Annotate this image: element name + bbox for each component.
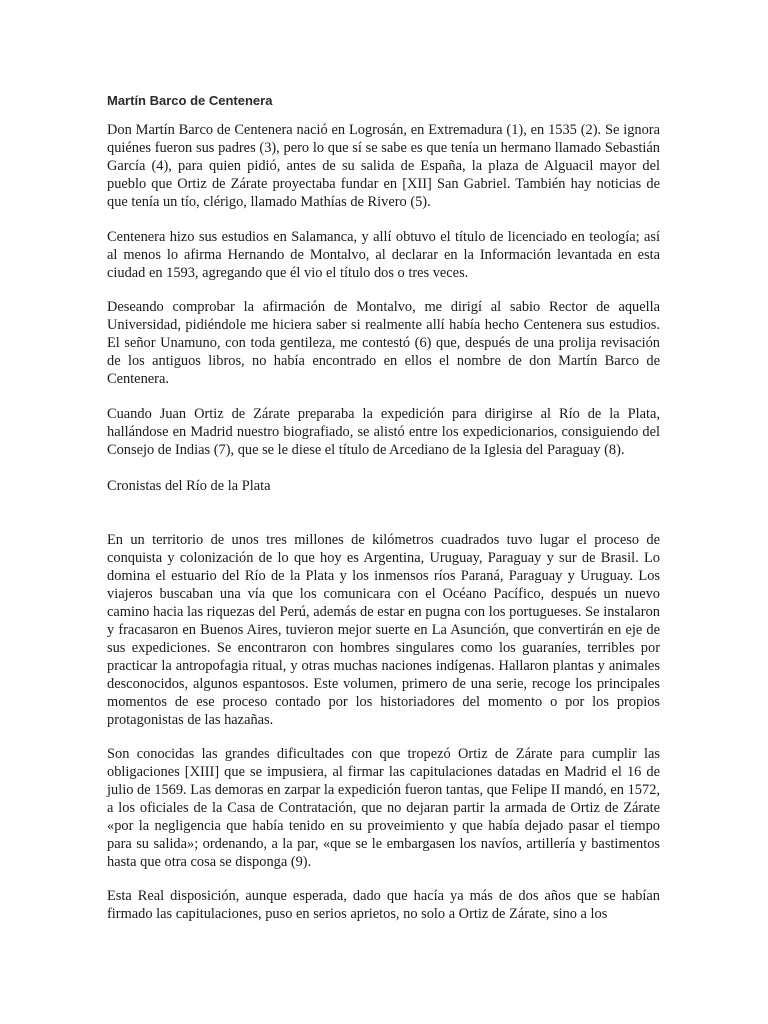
paragraph: Don Martín Barco de Centenera nació en Logrosán, en Extremadura (1), en 1535 (2). Se ignora quiénes fueron sus padres (3), pero lo que sí se sabe es que tenía un hermano llamado Sebastián García (4), para quien pidió, antes de su salida de España, la plaza de Alguacil mayor del pueblo que Ortiz de Zárate proyectaba fundar en [XII] San Gabriel. También hay noticias de que tenía un tío, clérigo, llamado Mathías de Rivero (5). bbox=[107, 122, 660, 210]
paragraph: Cuando Juan Ortiz de Zárate preparaba la expedición para dirigirse al Río de la Plata, hallándose en Madrid nuestro biografiado, se alistó entre los expedicionarios, consiguiendo del Consejo de Indias (7), que se le diese el título de Arcediano de la Iglesia del Paraguay (8). bbox=[107, 406, 660, 458]
paragraph: En un territorio de unos tres millones de kilómetros cuadrados tuvo lugar el proceso de conquista y colonización de lo que hoy es Argentina, Uruguay, Paraguay y sur de Brasil. Lo domina el estuario del Río de la Plata y los inmensos ríos Paraná, Paraguay y Uruguay. Los viajeros buscaban una vía que los comunicara con el Océano Pacífico, después un nuevo camino hacia las riquezas del Perú, además de estar en pugna con los portugueses. Se instalaron y fracasaron en Buenos Aires, tuvieron mejor suerte en La Asunción, que convertirán en eje de sus expediciones. Se encontraron con hombres singulares como los guaraníes, terribles por practicar la antropofagia ritual, y otras muchas naciones indígenas. Hallaron plantas y animales desconocidos, algunos espantosos. Este volumen, primero de una serie, recoge los principales momentos de ese proceso contado por los historiadores del momento o por los propios protagonistas de las hazañas. bbox=[107, 532, 660, 728]
paragraph: Deseando comprobar la afirmación de Montalvo, me dirigí al sabio Rector de aquella Universidad, pidiéndole me hiciera saber si realmente allí había hecho Centenera sus estudios. El señor Unamuno, con toda gentileza, me contestó (6) que, después de una prolija revisación de los antiguos libros, no había encontrado en ellos el nombre de don Martín Barco de Centenera. bbox=[107, 299, 660, 387]
paragraph: Esta Real disposición, aunque esperada, dado que hacía ya más de dos años que se habían firmado las capitulaciones, puso en serios aprietos, no solo a Ortiz de Zárate, sino a los bbox=[107, 888, 660, 922]
document-heading: Martín Barco de Centenera bbox=[107, 93, 273, 108]
section-subheading: Cronistas del Río de la Plata bbox=[107, 478, 271, 494]
paragraph: Centenera hizo sus estudios en Salamanca, y allí obtuvo el título de licenciado en teología; así al menos lo afirma Hernando de Montalvo, al declarar en la Información levantada en esta ciudad en 1593, agregando que él vio el título dos o tres veces. bbox=[107, 229, 660, 281]
paragraph: Son conocidas las grandes dificultades con que tropezó Ortiz de Zárate para cumplir las obligaciones [XIII] que se impusiera, al firmar las capitulaciones datadas en Madrid el 16 de julio de 1569. Las demoras en zarpar la expedición fueron tantas, que Felipe II mandó, en 1572, a los oficiales de la Casa de Contratación, que no dejaran partir la armada de Ortiz de Zárate «por la negligencia que había tenido en su proveimiento y que había dejado pasar el tiempo para su salida»; ordenando, a la par, «que se le embargasen los navíos, artillería y bastimentos hasta que otra cosa se disponga (9). bbox=[107, 746, 660, 870]
